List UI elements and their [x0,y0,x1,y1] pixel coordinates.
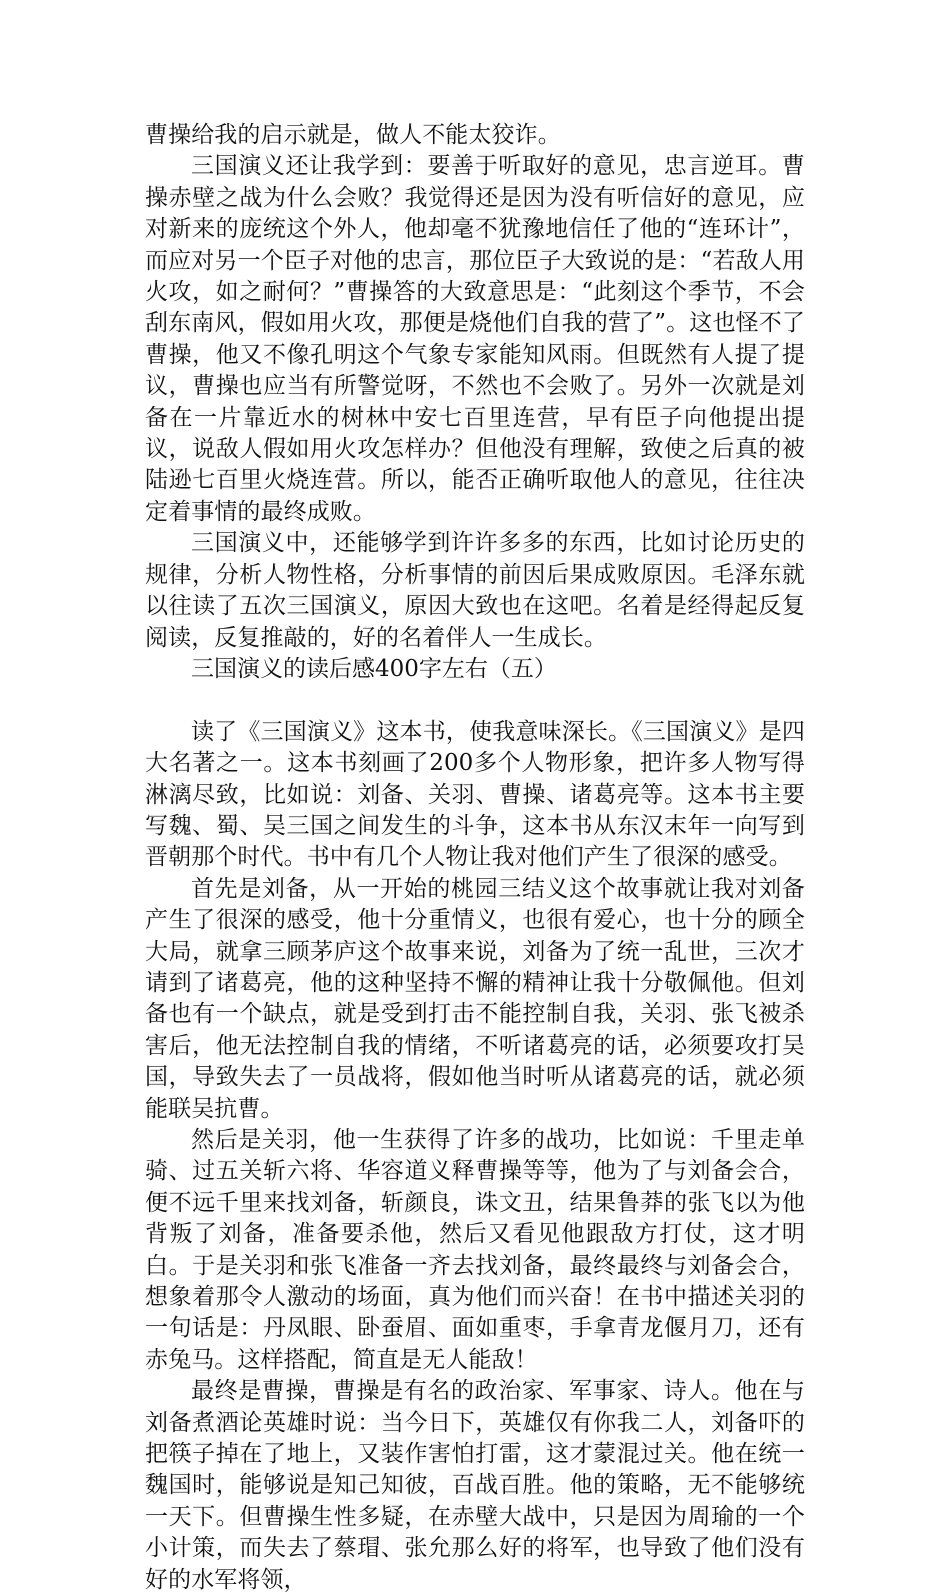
paragraph-intro: 读了《三国演义》这本书，使我意味深长。《三国演义》是四大名著之一。这本书刻画了200多个人物形象，把许多人物写得淋漓尽致，比如说：刘备、关羽、曹操、诸葛亮等。这本书主要写魏、蜀、吴三国之间发生的斗争，这本书从东汉末年一向写到晋朝那个时代。书中有几个人物让我对他们产生了很深的感受。 [145,718,805,871]
paragraph-liu-bei: 首先是刘备，从一开始的桃园三结义这个故事就让我对刘备产生了很深的感受，他十分重情义，也很有爱心，也十分的顾全大局，就拿三顾茅庐这个故事来说，刘备为了统一乱世，三次才请到了诸葛亮，他的这种坚持不懈的精神让我十分敬佩他。但刘备也有一个缺点，就是受到打击不能控制自我，关羽、张飞被杀害后，他无法控制自我的情绪，不听诸葛亮的话，必须要攻打吴国，导致失去了一员战将，假如他当时听从诸葛亮的话，就必须能联吴抗曹。 [145,875,805,1122]
paragraph-listen-to-advice: 三国演义还让我学到：要善于听取好的意见，忠言逆耳。曹操赤壁之战为什么会败？我觉得还是因为没有听信好的意见，应对新来的庞统这个外人，他却毫不犹豫地信任了他的“连环计”，而应对另一个臣子对他的忠言，那位臣子大致说的是：“若敌人用火攻，如之耐何？”曹操答的大致意思是：“此刻这个季节，不会刮东南风，假如用火攻，那便是烧他们自我的营了”。这也怪不了曹操，他又不像孔明这个气象专家能知风雨。但既然有人提了提议，曹操也应当有所警觉呀，不然也不会败了。另外一次就是刘备在一片靠近水的树林中安七百里连营，早有臣子向他提出提议，说敌人假如用火攻怎样办？但他没有理解，致使之后真的被陆逊七百里火烧连营。所以，能否正确听取他人的意见，往往决定着事情的最终成败。 [145,153,805,525]
blank-line [145,685,805,716]
paragraph-many-lessons: 三国演义中，还能够学到许许多多的东西，比如讨论历史的规律，分析人物性格，分析事情的前因后果成败原因。毛泽东就以往读了五次三国演义，原因大致也在这吧。名着是经得起反复阅读，反复推敲的，好的名着伴人一生成长。 [145,530,805,651]
paragraph-guan-yu: 然后是关羽，他一生获得了许多的战功，比如说：千里走单骑、过五关斩六将、华容道义释曹操等等，他为了与刘备会合，便不远千里来找刘备，斩颜良，诛文丑，结果鲁莽的张飞以为他背叛了刘备，准备要杀他，然后又看见他跟敌方打仗，这才明白。于是关羽和张飞准备一齐去找刘备，最终最终与刘备会合，想象着那令人激动的场面，真为他们而兴奋！在书中描述关羽的一句话是：丹凤眼、卧蚕眉、面如重枣，手拿青龙偃月刀，还有赤兔马。这样搭配，简直是无人能敌！ [145,1126,805,1373]
paragraph-cao-cao: 最终是曹操，曹操是有名的政治家、军事家、诗人。他在与刘备煮酒论英雄时说：当今日下，英雄仅有你我二人，刘备吓的把筷子掉在了地上，又装作害怕打雷，这才蒙混过关。他在统一魏国时，能够说是知己知彼，百战百胜。他的策略，无不能够统一天下。但曹操生性多疑，在赤壁大战中，只是因为周瑜的一个小计策，而失去了蔡瑁、张允那么好的将军，也导致了他们没有好的水军将领， [145,1378,805,1593]
paragraph-cao-cao-lesson: 曹操给我的启示就是，做人不能太狡诈。 [145,122,561,148]
section-heading: 三国演义的读后感400字左右（五） [191,655,557,682]
document-page [145,120,805,1596]
